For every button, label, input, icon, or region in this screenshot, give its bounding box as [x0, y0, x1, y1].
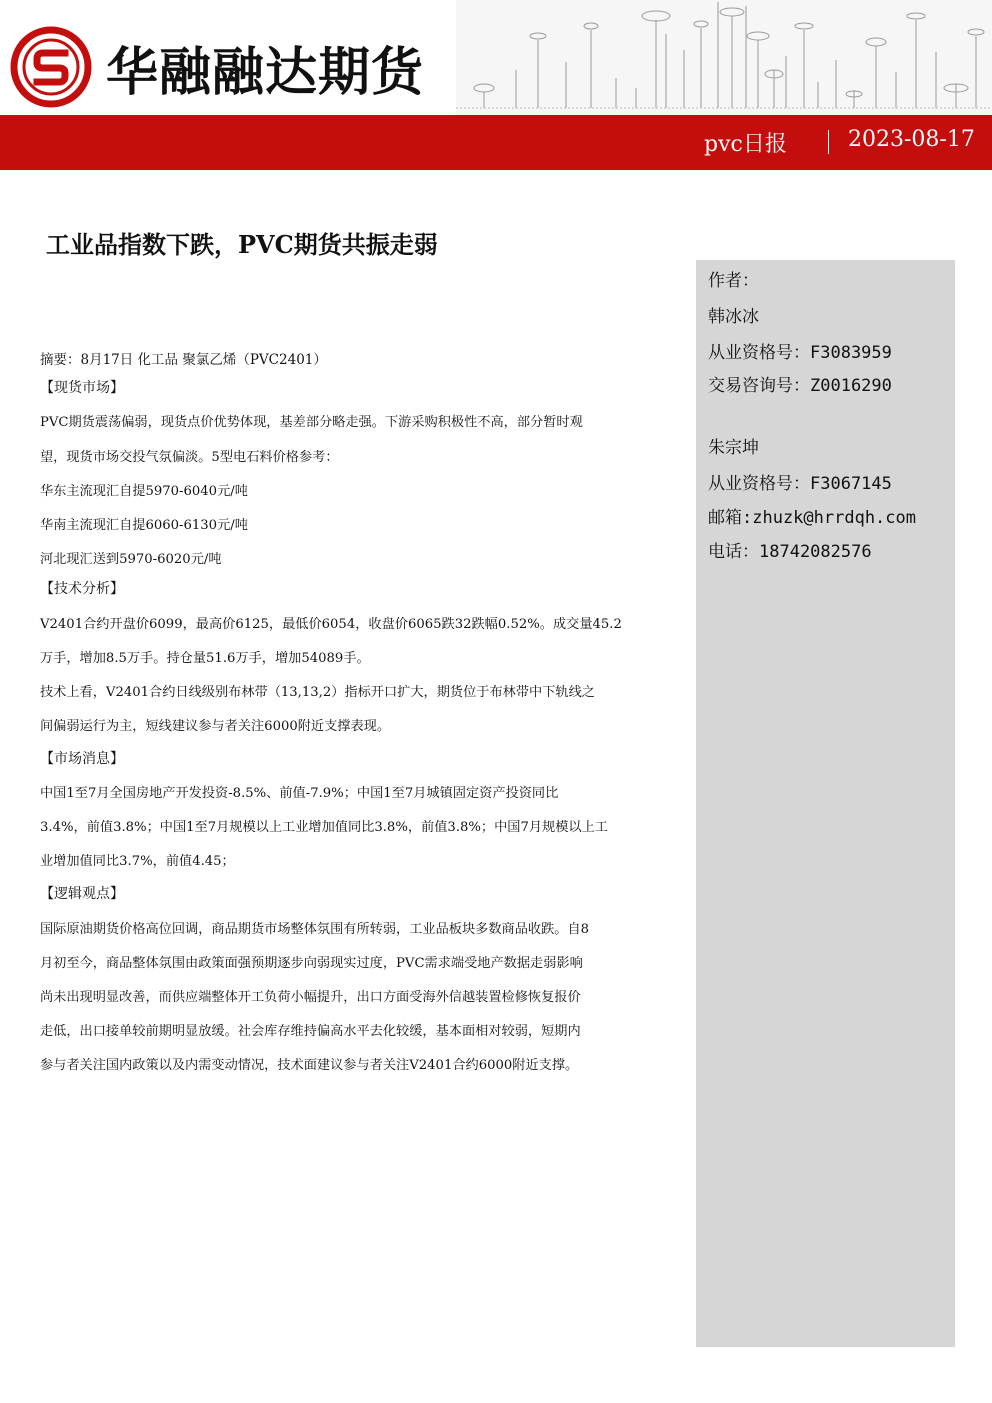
author1-name: 韩冰冰	[708, 307, 759, 327]
report-type: pvc日报	[704, 132, 787, 157]
logic-line: 月初至今，商品整体氛围由政策面强预期逐步向弱现实过度，PVC需求端受地产数据走弱影响	[40, 956, 583, 971]
news-line: 3.4%，前值3.8%；中国1至7月规模以上工业增加值同比3.8%，前值3.8%；中国7月规模以上工	[40, 820, 608, 835]
technical-line: 技术上看，V2401合约日线级别布林带（13,13,2）指标开口扩大，期货位于布林带中下轨线之	[40, 685, 595, 700]
author2-name: 朱宗坤	[708, 438, 759, 458]
news-line: 中国1至7月全国房地产开发投资-8.5%、前值-7.9%；中国1至7月城镇固定资产投资同比	[40, 786, 559, 801]
news-line: 业增加值同比3.7%，前值4.45；	[40, 854, 235, 869]
logic-line: 走低，出口接单较前期明显放缓。社会库存维持偏高水平去化较缓，基本面相对较弱，短期内	[40, 1024, 581, 1039]
section-title-spot: 【现货市场】	[40, 380, 124, 396]
spot-line: PVC期货震荡偏弱，现货点价优势体现，基差部分略走强。下游采购积极性不高，部分暂时观	[40, 415, 583, 430]
report-date: 2023-08-17	[848, 127, 975, 152]
company-logo	[10, 22, 450, 112]
section-title-news: 【市场消息】	[40, 751, 124, 767]
author1-consult-number: 交易咨询号：Z0016290	[708, 376, 892, 396]
author1-license: 从业资格号：F3083959	[708, 343, 892, 363]
author-label: 作者：	[708, 271, 759, 291]
logic-line: 参与者关注国内政策以及内需变动情况，技术面建议参与者关注V2401合约6000附近支撑。	[40, 1058, 579, 1073]
technical-line: 万手，增加8.5万手。持仓量51.6万手，增加54089手。	[40, 651, 370, 666]
author-sidebar	[696, 260, 955, 1347]
header-decoration-graphic	[456, 0, 992, 115]
spot-line: 望，现货市场交投气氛偏淡。5型电石料价格参考：	[40, 450, 339, 465]
spot-line: 华东主流现汇自提5970-6040元/吨	[40, 484, 248, 499]
spot-line: 华南主流现汇自提6060-6130元/吨	[40, 518, 248, 533]
technical-line: 间偏弱运行为主，短线建议参与者关注6000附近支撑表现。	[40, 719, 391, 734]
report-headline: 工业品指数下跌，PVC期货共振走弱	[46, 230, 438, 259]
company-name: 华融融达期货	[106, 42, 425, 103]
author2-email[interactable]: 邮箱:zhuzk@hrrdqh.com	[708, 508, 916, 528]
company-logo-icon	[10, 26, 92, 108]
report-summary: 摘要：8月17日 化工品 聚氯乙烯（PVC2401）	[40, 352, 327, 368]
spot-line: 河北现汇送到5970-6020元/吨	[40, 552, 222, 567]
header-red-band	[0, 115, 992, 170]
author2-phone: 电话：18742082576	[708, 542, 872, 562]
header-divider	[828, 130, 829, 154]
author2-license: 从业资格号：F3067145	[708, 474, 892, 494]
logic-line: 尚未出现明显改善，而供应端整体开工负荷小幅提升，出口方面受海外信越装置检修恢复报价	[40, 990, 581, 1005]
section-title-technical: 【技术分析】	[40, 581, 124, 597]
technical-line: V2401合约开盘价6099，最高价6125，最低价6054，收盘价6065跌32跌幅0.52%。成交量45.2	[40, 617, 622, 632]
logic-line: 国际原油期货价格高位回调，商品期货市场整体氛围有所转弱，工业品板块多数商品收跌。自8	[40, 922, 590, 937]
section-title-logic: 【逻辑观点】	[40, 886, 124, 902]
